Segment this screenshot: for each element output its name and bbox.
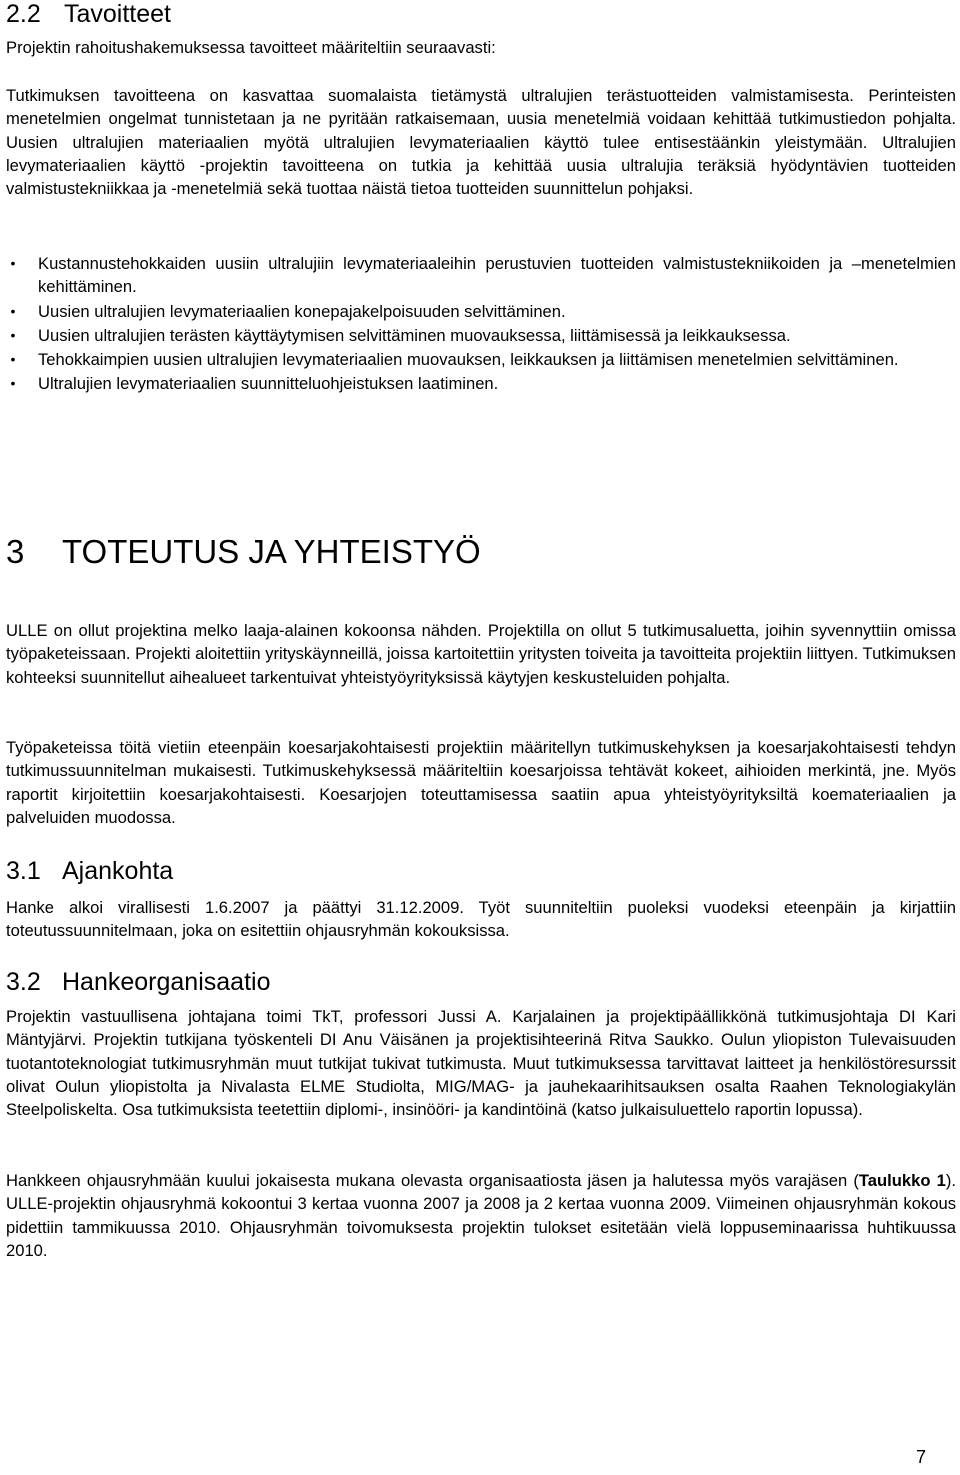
intro-paragraph: Projektin rahoitushakemuksessa tavoitteet määriteltiin seuraavasti: [6,38,496,57]
section-title: TOTEUTUS JA YHTEISTYÖ [62,533,481,570]
list-item-text: Tehokkaimpien uusien ultralujien levymateriaalien muovauksen, leikkauksen ja liittämisen menetelmien selvittäminen. [38,350,899,370]
section-title: Ajankohta [62,857,174,885]
table-reference-link: Taulukko 1 [858,1171,946,1190]
section-title: Tavoitteet [64,0,172,28]
section-heading-3-1 [6,856,173,886]
section-heading-2-2 [6,0,171,28]
list-item-text: Uusien ultralujien levymateriaalien konepajakelpoisuuden selvittäminen. [38,301,566,321]
bullet-icon: • [10,326,16,343]
page-number: 7 [915,1447,926,1467]
section-3-2-paragraph-2 [6,1169,956,1262]
list-item-text: Ultralujien levymateriaalien suunnitteluohjeistuksen laatiminen. [38,374,499,394]
section-heading-3 [6,532,481,572]
section-heading-3-2 [6,967,270,997]
section-3-2-paragraph-1: Projektin vastuullisena johtajana toimi TkT, professori Jussi A. Karjalainen ja projektipäällikkönä tutkimusjohtaja DI Kari Mäntyjärvi. Projektin tutkijana työskenteli DI Anu Väisänen ja projektisihteerinä Ritva Saukko. Oulun yliopiston Tulevaisuuden tuotantoteknologiat tutkimusryhmän muut tutkijat tukivat tutkimusta. Muut tutkimuksessa tarvittavat laitteet ja henkilöstöresurssit olivat Oulun yliopistolta ja Nivalasta ELME Studiolta, MIG/MAG- ja jauhekaarihitsauksen osalta Raahen Teknologiakylän Steelpoliskelta. Osa tutkimuksista teetettiin diplomi-, insinööri- ja kandintöinä (katso julkaisuluettelo raportin lopussa). [6,1007,956,1120]
list-item [6,324,956,347]
goals-bullet-list [6,252,956,397]
list-item [6,348,956,371]
list-item [6,252,956,299]
section-title: Hankeorganisaatio [62,968,271,996]
bullet-icon: • [10,302,16,319]
list-item [6,372,956,395]
paragraph-text-before: Hankkeen ohjausryhmään kuului jokaisesta mukana olevasta organisaatiosta jäsen ja halutessa myös varajäsen ( [6,1171,859,1190]
section-number: 3.2 [6,968,41,996]
bullet-icon: • [10,375,16,392]
paragraph-text-after: ). ULLE-projektin ohjausryhmä kokoontui 3 kertaa vuonna 2007 ja 2008 ja 2 kertaa vuonna 2009. Viimeinen ohjausryhmän kokous pidettiin tammikuussa 2010. Ohjausryhmän toivomuksesta projektin tulokset esitetään vielä loppuseminaarissa huhtikuussa 2010. [6,1171,956,1260]
list-item-text: Uusien ultralujien terästen käyttäytymisen selvittäminen muovauksessa, liittämisessä ja leikkauksessa. [38,325,791,345]
section-number: 3.1 [6,857,41,885]
bullet-icon: • [10,351,16,368]
list-item-text: Kustannustehokkaiden uusiin ultralujiin levymateriaaleihin perustuvien tuotteiden valmistustekniikoiden ja –menetelmien kehittäminen. [38,254,956,297]
section-3-1-paragraph: Hanke alkoi virallisesti 1.6.2007 ja päättyi 31.12.2009. Työt suunniteltiin puoleksi vuodeksi eteenpäin ja kirjattiin toteutussuunnitelmaan, joka on esitettiin ohjausryhmän kokouksissa. [6,898,956,941]
bullet-icon: • [10,255,16,271]
list-item [6,300,956,323]
section-3-paragraph-2: Työpaketeissa töitä vietiin eteenpäin koesarjakohtaisesti projektiin määritellyn tutkimuskehyksen ja koesarjakohtaisesti tehdyn tutkimussuunnitelman mukaisesti. Tutkimuskehyksessä määriteltiin koesarjoissa tehtävät kokeet, aihioiden merkintä, jne. Myös raportit kirjoitettiin koesarjakohtaisesti. Koesarjojen toteuttamisessa saatiin apua yhteistyöyrityksiltä koemateriaalien ja palveluiden muodossa. [6,738,956,827]
section-number: 3 [6,533,25,570]
goal-paragraph: Tutkimuksen tavoitteena on kasvattaa suomalaista tietämystä ultralujien terästuotteiden valmistamisesta. Perinteisten menetelmien ongelmat tunnistetaan ja ne pyritään ratkaisemaan, uusia menetelmiä voidaan kehittää tutkimustiedon pohjalta. Uusien ultralujien materiaalien myötä ultralujien levymateriaalien käyttö tulee entisestäänkin yleistymään. Ultralujien levymateriaalien käyttö -projektin tavoitteena on tutkia ja kehittää uusia ultralujia teräksiä hyödyntävien tuotteiden valmistustekniikkaa ja -menetelmiä sekä tuottaa näistä tietoa tuotteiden suunnittelun pohjaksi. [6,86,956,199]
section-number: 2.2 [6,0,41,28]
section-3-paragraph-1: ULLE on ollut projektina melko laaja-alainen kokoonsa nähden. Projektilla on ollut 5 tutkimusaluetta, joihin syvennyttiin omissa työpaketeissaan. Projekti aloitettiin yrityskäynneillä, joissa kartoitettiin yritysten toiveita ja tavoitteita projektiin liittyen. Tutkimuksen kohteeksi suunnitellut aihealueet tarkentuivat yhteistyöyrityksissä käytyjen keskusteluiden pohjalta. [6,621,956,687]
